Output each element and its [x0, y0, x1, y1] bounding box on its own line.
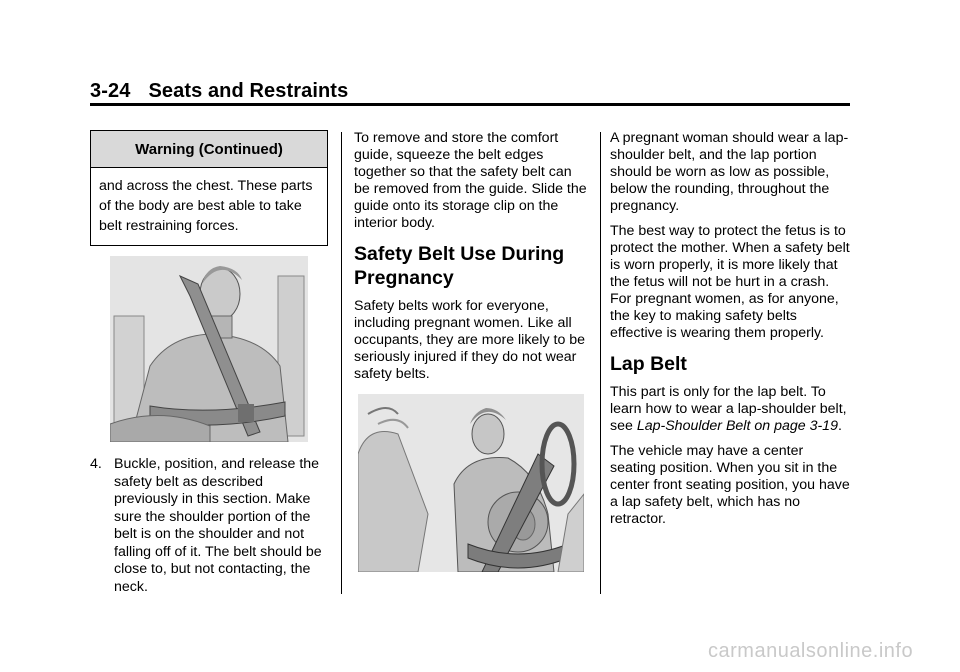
warning-box — [90, 130, 328, 246]
lap-shoulder-paragraph: A pregnant woman should wear a lap-shoulder belt, and the lap portion should be worn as low as possible, below the rounding, throughout the pregnancy. — [610, 130, 849, 214]
step-number: 4. — [90, 456, 102, 472]
step-list — [90, 456, 330, 596]
pregnant-driver-illustration — [358, 394, 584, 572]
pregnancy-paragraph: Safety belts work for everyone, including pregnant women. Like all occupants, they are more likely to be seriously injured if they do not wear safety belts. — [354, 298, 586, 382]
page-number: 3-24 — [90, 80, 131, 102]
lap-shoulder-belt-reference[interactable]: Lap-Shoulder Belt on page 3-19 — [636, 418, 838, 434]
comfort-guide-paragraph: To remove and store the comfort guide, squeeze the belt edges together so that the safety belt can be removed from the guide. Slide the guide onto its storage clip on the interior body. — [354, 130, 587, 231]
header-rule — [90, 103, 850, 106]
protect-fetus-paragraph: The best way to protect the fetus is to protect the mother. When a safety belt is worn properly, it is more likely that the fetus will not be hurt in a crash. For pregnant women, as for anyone, the key to making safety belts effective is wearing them properly. — [610, 223, 850, 341]
center-seating-paragraph: The vehicle may have a center seating position. When you sit in the center front seating position, you have a lap safety belt, which has no retractor. — [610, 443, 850, 527]
pregnancy-heading: Safety Belt Use During Pregnancy — [354, 243, 565, 289]
warning-body: and across the chest. These parts of the body are best able to take belt restraining forces. — [99, 178, 313, 234]
lap-belt-text-end: . — [837, 418, 842, 434]
step-text: Buckle, position, and release the safety belt as described previously in this section. Make sure the shoulder portion of the belt is on the shoulder and not falling off of it. The belt should be close to, but not contacting, the neck. — [114, 456, 322, 595]
page-header — [90, 80, 348, 103]
lap-belt-text: This part is only for the lap belt. To learn how to wear a lap-shoulder belt, see — [610, 384, 847, 434]
column-divider-2 — [600, 132, 601, 594]
lap-belt-paragraph — [610, 384, 852, 435]
seated-person-illustration — [110, 256, 308, 442]
watermark: carmanualsonline.info — [708, 640, 914, 662]
right-column — [610, 130, 852, 536]
warning-title: Warning (Continued) — [91, 131, 327, 168]
middle-column — [354, 130, 590, 391]
section-title: Seats and Restraints — [148, 80, 349, 102]
column-divider — [341, 132, 342, 594]
lap-belt-heading: Lap Belt — [610, 353, 687, 375]
left-column — [90, 130, 328, 246]
